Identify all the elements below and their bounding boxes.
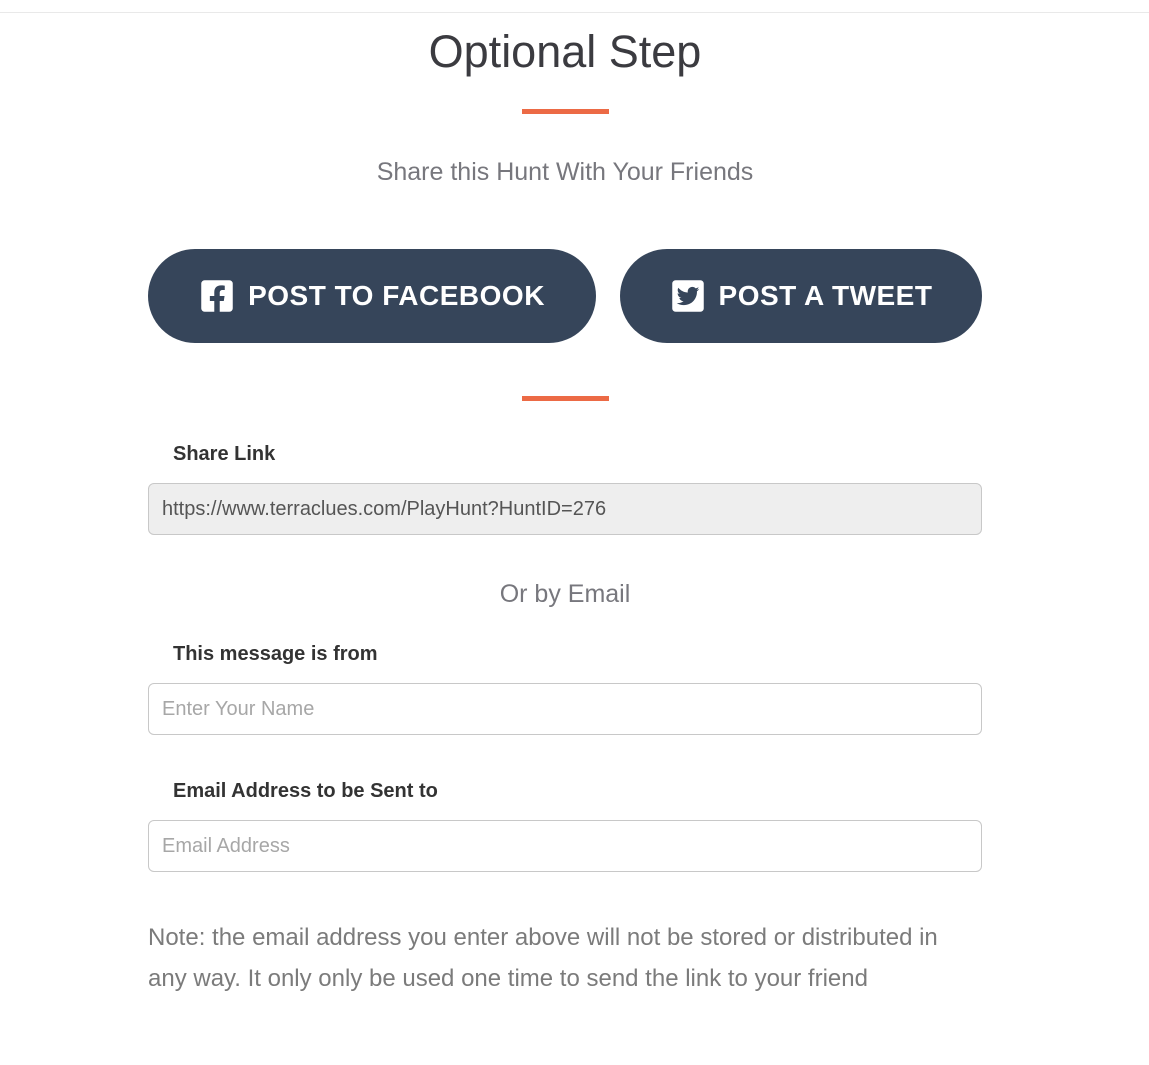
- privacy-note: Note: the email address you enter above will not be stored or distributed in any way. It only only be used one time to send the link to your friend: [148, 924, 938, 992]
- accent-divider: [522, 396, 609, 401]
- facebook-icon: [199, 278, 235, 314]
- sender-name-input[interactable]: [148, 683, 982, 735]
- page-title: Optional Step: [428, 26, 702, 77]
- social-button-row: [148, 249, 982, 343]
- post-to-facebook-button[interactable]: [148, 249, 596, 343]
- recipient-email-input[interactable]: [148, 820, 982, 872]
- email-address-label: Email Address to be Sent to: [173, 780, 438, 802]
- or-by-email-heading: Or by Email: [499, 580, 631, 608]
- post-a-tweet-button[interactable]: [620, 249, 982, 343]
- post-a-tweet-label: POST A TWEET: [718, 280, 933, 311]
- message-from-label: This message is from: [173, 643, 378, 665]
- page-subtitle: Share this Hunt With Your Friends: [376, 158, 754, 186]
- twitter-icon: [670, 278, 706, 314]
- accent-divider: [522, 109, 609, 114]
- top-divider: [0, 0, 1149, 13]
- post-to-facebook-label: POST TO FACEBOOK: [248, 280, 545, 311]
- share-link-label: Share Link: [173, 443, 276, 465]
- share-panel: [148, 25, 982, 999]
- share-link-input[interactable]: [148, 483, 982, 535]
